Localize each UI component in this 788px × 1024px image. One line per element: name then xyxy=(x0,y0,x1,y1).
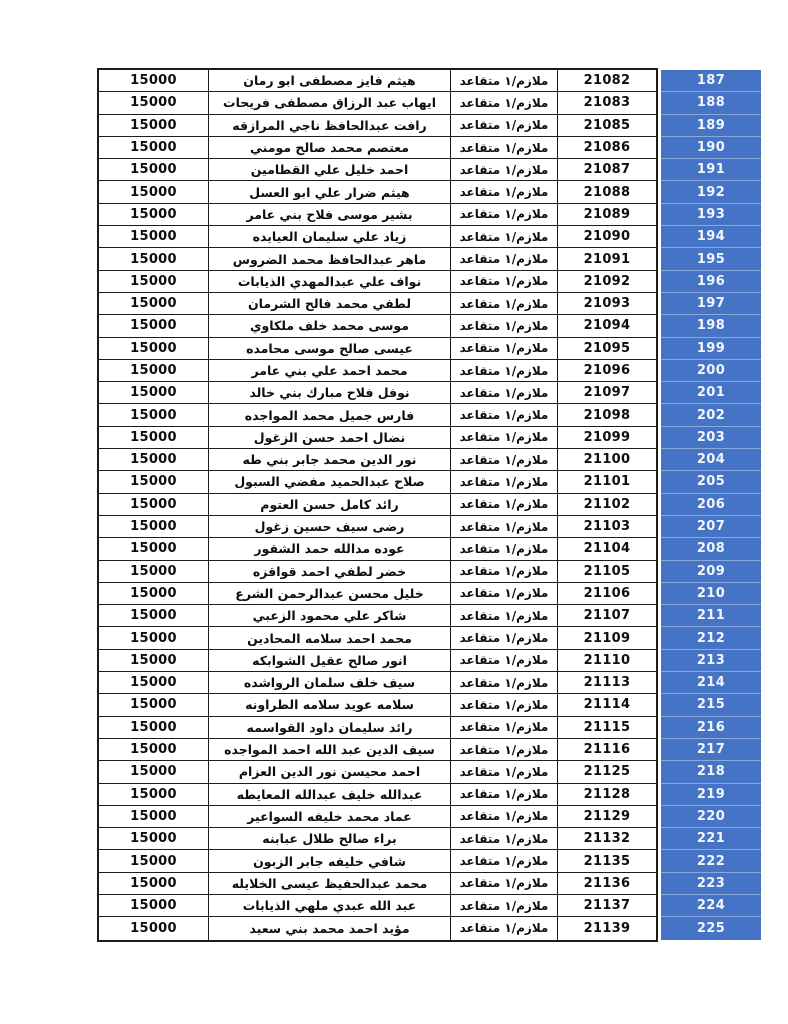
service-number-cell: 21103 xyxy=(558,516,656,538)
retiree-name-cell: عوده مدالله حمد الشقور xyxy=(209,538,451,560)
retiree-name-cell: سيف الدين عبد الله احمد المواجده xyxy=(209,739,451,761)
pension-amount-cell: 15000 xyxy=(99,293,209,315)
retiree-name-cell: شافي خليفه جابر الزبون xyxy=(209,850,451,872)
retiree-name-cell: خضر لطفي احمد قواقزه xyxy=(209,561,451,583)
rank-cell: ملازم/١ متقاعد xyxy=(451,717,558,739)
row-index-cell: 196 xyxy=(661,271,761,293)
rank-cell: ملازم/١ متقاعد xyxy=(451,181,558,203)
service-number-cell: 21100 xyxy=(558,449,656,471)
row-index-cell: 210 xyxy=(661,583,761,605)
rank-cell: ملازم/١ متقاعد xyxy=(451,873,558,895)
row-index-cell: 206 xyxy=(661,494,761,516)
pension-amount-cell: 15000 xyxy=(99,538,209,560)
row-index-cell: 225 xyxy=(696,920,726,936)
retiree-name-cell: موسى محمد خلف ملكاوي xyxy=(209,315,451,337)
rank-cell: ملازم/١ متقاعد xyxy=(451,828,558,850)
retiree-name-cell: رائد سليمان داود القواسمه xyxy=(209,717,451,739)
pension-amount-cell: 15000 xyxy=(99,605,209,627)
retiree-name-cell: بشير موسى فلاح بني عامر xyxy=(209,204,451,226)
row-index-cell: 217 xyxy=(661,739,761,761)
rank-cell: ملازم/١ متقاعد xyxy=(451,271,558,293)
rank-cell: ملازم/١ متقاعد xyxy=(451,248,558,270)
service-number-cell: 21094 xyxy=(558,315,656,337)
rank-cell: ملازم/١ متقاعد xyxy=(451,694,558,716)
pension-amount-cell: 15000 xyxy=(99,806,209,828)
pension-amount-cell: 15000 xyxy=(99,850,209,872)
rank-cell: ملازم/١ متقاعد xyxy=(451,583,558,605)
retiree-name-cell: رائد كامل حسن العتوم xyxy=(209,494,451,516)
row-index-cell: 194 xyxy=(661,226,761,248)
retiree-name-cell: نور الدين محمد جابر بني طه xyxy=(209,449,451,471)
service-number-cell: 21136 xyxy=(558,873,656,895)
pension-amount-cell: 15000 xyxy=(99,627,209,649)
row-index-cell: 218 xyxy=(661,761,761,783)
pension-amount-cell: 15000 xyxy=(99,739,209,761)
retiree-name-cell: معتصم محمد صالح مومني xyxy=(209,137,451,159)
service-number-cell: 21128 xyxy=(558,784,656,806)
retiree-name-cell: ايهاب عبد الرزاق مصطفى فريحات xyxy=(209,92,451,114)
pension-amount-cell: 15000 xyxy=(99,917,209,939)
row-index-cell: 201 xyxy=(661,382,761,404)
retirees-table xyxy=(97,68,761,942)
rank-cell: ملازم/١ متقاعد xyxy=(451,494,558,516)
rank-cell: ملازم/١ متقاعد xyxy=(451,895,558,917)
rank-cell: ملازم/١ متقاعد xyxy=(451,605,558,627)
pension-amount-cell: 15000 xyxy=(99,494,209,516)
rank-cell: ملازم/١ متقاعد xyxy=(451,917,558,939)
retiree-name-cell: عبد الله عبدي ملهي الذيابات xyxy=(209,895,451,917)
service-number-cell: 21107 xyxy=(558,605,656,627)
rank-cell: ملازم/١ متقاعد xyxy=(451,204,558,226)
row-index-cell: 200 xyxy=(661,360,761,382)
pension-amount-cell: 15000 xyxy=(99,895,209,917)
service-number-cell: 21082 xyxy=(558,70,656,92)
retiree-name-cell: محمد احمد علي بني عامر xyxy=(209,360,451,382)
service-number-cell: 21105 xyxy=(558,561,656,583)
rank-cell: ملازم/١ متقاعد xyxy=(451,404,558,426)
retiree-name-cell: انور صالح عقيل الشوابكه xyxy=(209,650,451,672)
pension-amount-cell: 15000 xyxy=(99,181,209,203)
row-index-cell: 221 xyxy=(661,828,761,850)
rank-cell: ملازم/١ متقاعد xyxy=(451,627,558,649)
service-number-cell: 21092 xyxy=(558,271,656,293)
service-number-cell: 21087 xyxy=(558,159,656,181)
rank-cell: ملازم/١ متقاعد xyxy=(451,516,558,538)
pension-amount-cell: 15000 xyxy=(99,471,209,493)
row-index-cell: 191 xyxy=(661,159,761,181)
service-number-cell: 21086 xyxy=(558,137,656,159)
service-number-cell: 21091 xyxy=(558,248,656,270)
retiree-name-cell: احمد خليل علي القطامين xyxy=(209,159,451,181)
service-number-cell: 21088 xyxy=(558,181,656,203)
service-number-cell: 21099 xyxy=(558,427,656,449)
retiree-name-cell: شاكر علي محمود الزعبي xyxy=(209,605,451,627)
service-number-cell: 21085 xyxy=(558,115,656,137)
pension-amount-cell: 15000 xyxy=(99,248,209,270)
service-number-cell: 21106 xyxy=(558,583,656,605)
pension-amount-cell: 15000 xyxy=(99,784,209,806)
service-number-cell: 21104 xyxy=(558,538,656,560)
row-index-cell: 220 xyxy=(661,806,761,828)
row-index-cell: 187 xyxy=(661,70,761,92)
service-number-cell: 21125 xyxy=(558,761,656,783)
service-number-cell: 21098 xyxy=(558,404,656,426)
row-index-cell: 216 xyxy=(661,717,761,739)
retiree-name-cell: صلاح عبدالحميد مفضي السبول xyxy=(209,471,451,493)
retiree-name-cell: هيثم فايز مصطفى ابو رمان xyxy=(209,70,451,92)
row-index-cell: 222 xyxy=(661,850,761,872)
rank-cell: ملازم/١ متقاعد xyxy=(451,115,558,137)
pension-amount-cell: 15000 xyxy=(99,449,209,471)
service-number-cell: 21129 xyxy=(558,806,656,828)
pension-amount-cell: 15000 xyxy=(99,137,209,159)
rank-cell: ملازم/١ متقاعد xyxy=(451,338,558,360)
pension-amount-cell: 15000 xyxy=(99,873,209,895)
retiree-name-cell: نوفل فلاح مبارك بني خالد xyxy=(209,382,451,404)
service-number-cell: 21139 xyxy=(583,920,631,936)
pension-amount-cell: 15000 xyxy=(99,583,209,605)
row-index-cell: 193 xyxy=(661,204,761,226)
pension-amount-cell: 15000 xyxy=(99,360,209,382)
row-index-cell: 197 xyxy=(661,293,761,315)
service-number-cell: 21116 xyxy=(558,739,656,761)
rank-cell: ملازم/١ متقاعد xyxy=(451,650,558,672)
retiree-name-cell: ماهر عبدالحافظ محمد الضروس xyxy=(209,248,451,270)
row-index-cell: 209 xyxy=(661,561,761,583)
retiree-name-cell: عيسى صالح موسى محامده xyxy=(209,338,451,360)
service-number-cell: 21089 xyxy=(558,204,656,226)
pension-amount-cell: 15000 xyxy=(99,650,209,672)
rank-cell: ملازم/١ متقاعد xyxy=(451,92,558,114)
row-index-cell: 203 xyxy=(661,427,761,449)
row-index-cell: 195 xyxy=(661,248,761,270)
rank-cell: ملازم/١ متقاعد xyxy=(451,315,558,337)
service-number-cell: 21109 xyxy=(558,627,656,649)
retiree-name-cell: فارس جميل محمد المواجده xyxy=(209,404,451,426)
row-index-cell: 214 xyxy=(661,672,761,694)
rank-cell: ملازم/١ متقاعد xyxy=(451,538,558,560)
rank-cell: ملازم/١ متقاعد xyxy=(451,784,558,806)
pension-amount-cell: 15000 xyxy=(99,271,209,293)
pension-amount-cell: 15000 xyxy=(99,226,209,248)
retiree-name-cell: محمد احمد سلامه المحادين xyxy=(209,627,451,649)
pension-amount-cell: 15000 xyxy=(99,115,209,137)
service-number-cell: 21137 xyxy=(558,895,656,917)
row-index-cell: 212 xyxy=(661,627,761,649)
service-number-cell: 21135 xyxy=(558,850,656,872)
service-number-cell: 21093 xyxy=(558,293,656,315)
retiree-name-cell: عماد محمد خليفه السواعير xyxy=(209,806,451,828)
service-number-cell: 21132 xyxy=(558,828,656,850)
row-index-cell: 199 xyxy=(661,338,761,360)
rank-cell: ملازم/١ متقاعد xyxy=(451,293,558,315)
row-index-cell: 223 xyxy=(661,873,761,895)
pension-amount-cell: 15000 xyxy=(99,694,209,716)
service-number-cell: 21083 xyxy=(558,92,656,114)
retiree-name-cell: عبدالله خليف عبدالله المعايطه xyxy=(209,784,451,806)
retiree-name-cell: هيثم ضرار علي ابو العسل xyxy=(209,181,451,203)
service-number-cell: 21097 xyxy=(558,382,656,404)
pension-amount-cell: 15000 xyxy=(99,159,209,181)
row-index-cell: 219 xyxy=(661,784,761,806)
row-index-cell: 208 xyxy=(661,538,761,560)
row-index-cell: 224 xyxy=(661,895,761,917)
pension-amount-cell: 15000 xyxy=(99,761,209,783)
pension-amount-cell: 15000 xyxy=(99,516,209,538)
rank-cell: ملازم/١ متقاعد xyxy=(451,761,558,783)
retiree-name-cell: احمد محيسن نور الدين العزام xyxy=(209,761,451,783)
retiree-name-cell: لطفي محمد فالح الشرمان xyxy=(209,293,451,315)
rank-cell: ملازم/١ متقاعد xyxy=(451,427,558,449)
retiree-name-cell: براء صالح طلال عبابنه xyxy=(209,828,451,850)
row-index-column xyxy=(661,70,761,940)
retiree-name-cell: سلامه عويد سلامه الطراونه xyxy=(209,694,451,716)
row-index-cell: 204 xyxy=(661,449,761,471)
rank-cell: ملازم/١ متقاعد xyxy=(451,159,558,181)
retiree-name-cell: رافت عبدالحافظ ناجي المرازقه xyxy=(209,115,451,137)
pension-amount-cell: 15000 xyxy=(99,404,209,426)
pension-amount-cell: 15000 xyxy=(99,561,209,583)
table-data-columns xyxy=(97,68,658,942)
rank-cell: ملازم/١ متقاعد xyxy=(451,471,558,493)
row-index-cell: 213 xyxy=(661,650,761,672)
rank-cell: ملازم/١ متقاعد xyxy=(451,806,558,828)
row-index-cell: 202 xyxy=(661,404,761,426)
service-number-cell: 21110 xyxy=(558,650,656,672)
pension-amount-cell: 15000 xyxy=(99,672,209,694)
row-index-cell: 215 xyxy=(661,694,761,716)
row-index-cell: 198 xyxy=(661,315,761,337)
rank-cell: ملازم/١ متقاعد xyxy=(451,672,558,694)
rank-cell: ملازم/١ متقاعد xyxy=(451,850,558,872)
row-index-cell: 211 xyxy=(661,605,761,627)
pension-amount-cell: 15000 xyxy=(99,382,209,404)
pension-amount-cell: 15000 xyxy=(99,717,209,739)
retiree-name-cell: مؤيد احمد محمد بني سعيد xyxy=(209,917,451,939)
row-index-cell: 192 xyxy=(661,181,761,203)
service-number-cell: 21095 xyxy=(558,338,656,360)
service-number-cell: 21101 xyxy=(558,471,656,493)
row-index-cell: 189 xyxy=(661,115,761,137)
row-index-cell: 190 xyxy=(661,137,761,159)
rank-cell: ملازم/١ متقاعد xyxy=(451,449,558,471)
pension-amount-cell: 15000 xyxy=(99,92,209,114)
rank-cell: ملازم/١ متقاعد xyxy=(451,561,558,583)
row-index-cell: 207 xyxy=(661,516,761,538)
retiree-name-cell: نضال احمد حسن الزغول xyxy=(209,427,451,449)
pension-amount-cell: 15000 xyxy=(99,315,209,337)
pension-amount-cell: 15000 xyxy=(99,204,209,226)
rank-cell: ملازم/١ متقاعد xyxy=(451,70,558,92)
retiree-name-cell: نواف علي عبدالمهدي الذيابات xyxy=(209,271,451,293)
retiree-name-cell: سيف خلف سلمان الرواشده xyxy=(209,672,451,694)
retiree-name-cell: رضى سيف حسين زغول xyxy=(209,516,451,538)
service-number-cell: 21115 xyxy=(558,717,656,739)
retiree-name-cell: زياد علي سليمان العيايده xyxy=(209,226,451,248)
rank-cell: ملازم/١ متقاعد xyxy=(451,382,558,404)
rank-cell: ملازم/١ متقاعد xyxy=(451,137,558,159)
service-number-cell: 21096 xyxy=(558,360,656,382)
pension-amount-cell: 15000 xyxy=(99,828,209,850)
service-number-cell: 21102 xyxy=(558,494,656,516)
pension-amount-cell: 15000 xyxy=(99,427,209,449)
service-number-cell: 21113 xyxy=(558,672,656,694)
rank-cell: ملازم/١ متقاعد xyxy=(451,226,558,248)
service-number-cell: 21114 xyxy=(558,694,656,716)
row-index-cell: 188 xyxy=(661,92,761,114)
pension-amount-cell: 15000 xyxy=(99,70,209,92)
rank-cell: ملازم/١ متقاعد xyxy=(451,360,558,382)
row-index-cell: 205 xyxy=(661,471,761,493)
retiree-name-cell: خليل محسن عبدالرحمن الشرع xyxy=(209,583,451,605)
retiree-name-cell: محمد عبدالحفيظ عيسى الخلايله xyxy=(209,873,451,895)
pension-amount-cell: 15000 xyxy=(99,338,209,360)
service-number-cell: 21090 xyxy=(558,226,656,248)
rank-cell: ملازم/١ متقاعد xyxy=(451,739,558,761)
